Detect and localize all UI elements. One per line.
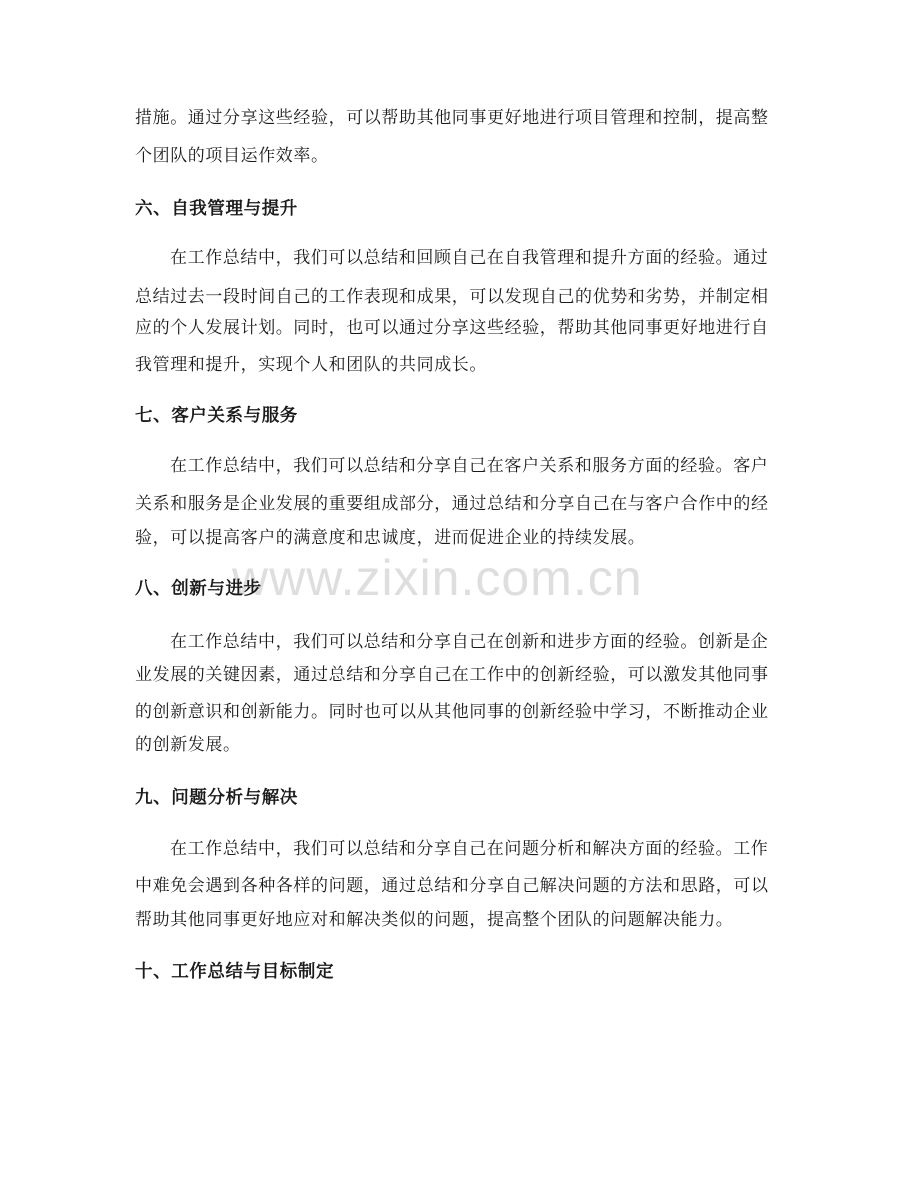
intro-line-2: 个团队的项目运作效率。: [135, 146, 329, 166]
section-heading-8: 八、创新与进步: [135, 579, 262, 599]
watermark: www.zixin.com.cn: [232, 550, 643, 606]
section-8-line-4: 的创新发展。: [135, 735, 241, 755]
section-7-line-2: 关系和服务是企业发展的重要组成部分，通过总结和分享自己在与客户合作中的经: [135, 494, 769, 514]
section-7-line-3: 验，可以提高客户的满意度和忠诚度，进而促进企业的持续发展。: [135, 528, 646, 548]
section-heading-7: 七、客户关系与服务: [135, 406, 298, 426]
section-heading-10: 十、工作总结与目标制定: [135, 962, 335, 982]
section-9-line-2: 中难免会遇到各种各样的问题，通过总结和分享自己解决问题的方法和思路，可以: [135, 876, 769, 896]
section-6-line-1: 在工作总结中，我们可以总结和回顾自己在自我管理和提升方面的经验。通过: [170, 248, 769, 268]
section-8-line-2: 业发展的关键因素，通过总结和分享自己在工作中的创新经验，可以激发其他同事: [135, 665, 769, 685]
section-6-line-4: 我管理和提升，实现个人和团队的共同成长。: [135, 355, 487, 375]
section-heading-6: 六、自我管理与提升: [135, 199, 298, 219]
section-8-line-3: 的创新意识和创新能力。同时也可以从其他同事的创新经验中学习，不断推动企业: [135, 702, 769, 722]
intro-line-1: 措施。通过分享这些经验，可以帮助其他同事更好地进行项目管理和控制，提高整: [135, 108, 769, 128]
section-9-line-1: 在工作总结中，我们可以总结和分享自己在问题分析和解决方面的经验。工作: [170, 839, 769, 859]
section-8-line-1: 在工作总结中，我们可以总结和分享自己在创新和进步方面的经验。创新是企: [170, 632, 769, 652]
section-6-line-2: 总结过去一段时间自己的工作表现和成果，可以发现自己的优势和劣势，并制定相: [135, 287, 769, 307]
section-7-line-1: 在工作总结中，我们可以总结和分享自己在客户关系和服务方面的经验。客户: [170, 456, 769, 476]
section-6-line-3: 应的个人发展计划。同时，也可以通过分享这些经验，帮助其他同事更好地进行自: [135, 318, 769, 338]
section-heading-9: 九、问题分析与解决: [135, 788, 298, 808]
section-9-line-3: 帮助其他同事更好地应对和解决类似的问题，提高整个团队的问题解决能力。: [135, 910, 734, 930]
